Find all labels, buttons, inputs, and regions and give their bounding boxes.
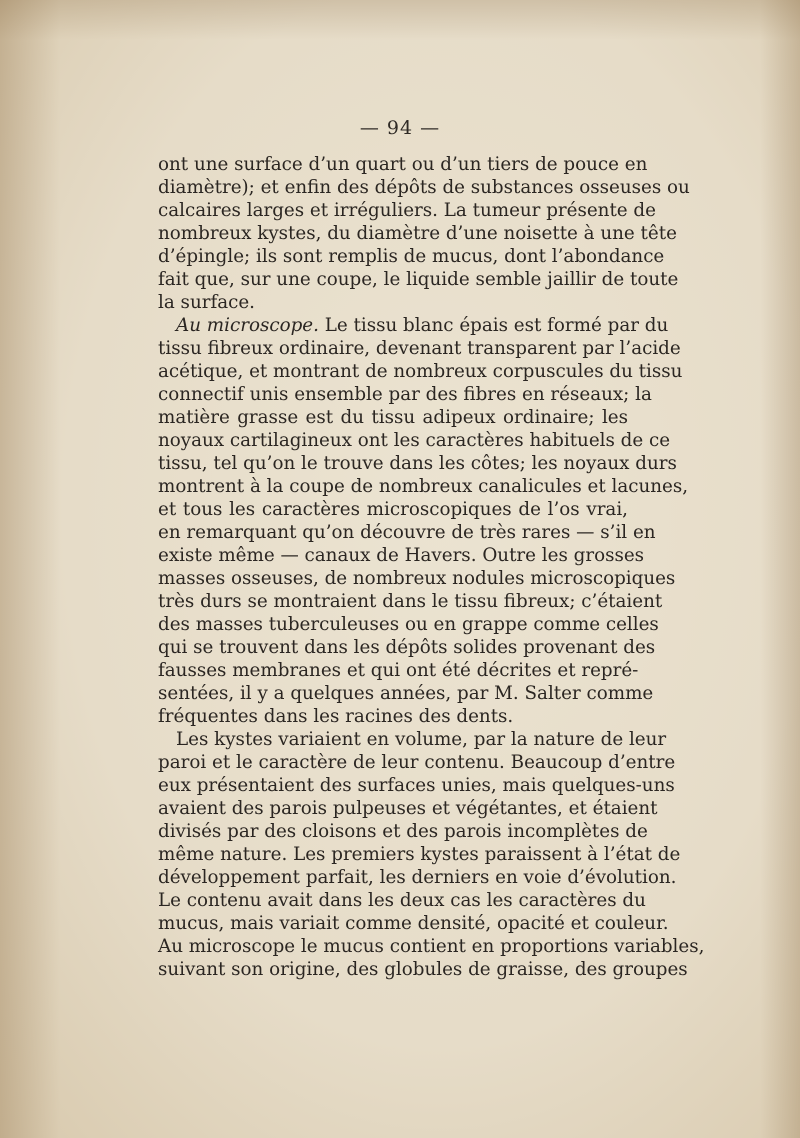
page-edge-shadow-left bbox=[0, 0, 60, 1138]
text-line: calcaires larges et irréguliers. La tumeur présente de bbox=[158, 200, 656, 221]
text-line: montrent à la coupe de nombreux canalicules et lacunes, bbox=[158, 476, 689, 497]
text-line: d’épingle; ils sont remplis de mucus, dont l’abondance bbox=[158, 246, 665, 267]
text-line: eux présentaient des surfaces unies, mais quelques-uns bbox=[158, 775, 675, 796]
text-line: ont une surface d’un quart ou d’un tiers de pouce en bbox=[158, 154, 648, 175]
text-line-with-heading bbox=[158, 314, 669, 337]
text-line: existe même — canaux de Havers. Outre les grosses bbox=[158, 545, 645, 566]
text-line: mucus, mais variait comme densité, opacité et couleur. bbox=[158, 913, 669, 934]
page-edge-shadow-top bbox=[0, 0, 800, 40]
text-line: Les kystes variaient en volume, par la nature de leur bbox=[176, 729, 667, 750]
text-line: tissu, tel qu’on le trouve dans les côtes; les noyaux durs bbox=[158, 453, 677, 474]
text-line: qui se trouvent dans les dépôts solides provenant des bbox=[158, 637, 656, 658]
inline-heading: Au microscope. bbox=[176, 315, 319, 336]
text-line: très durs se montraient dans le tissu fibreux; c’étaient bbox=[158, 591, 663, 612]
text-line: acétique, et montrant de nombreux corpuscules du tissu bbox=[158, 361, 683, 382]
text-line: matière grasse est du tissu adipeux ordinaire; les bbox=[158, 407, 628, 428]
text-line: fausses membranes et qui ont été décrites et repré- bbox=[158, 660, 639, 681]
text-line: divisés par des cloisons et des parois incomplètes de bbox=[158, 821, 648, 842]
text-line: connectif unis ensemble par des fibres en réseaux; la bbox=[158, 384, 652, 405]
page-number: — 94 — bbox=[359, 117, 441, 139]
text-line: Au microscope le mucus contient en proportions variables, bbox=[158, 936, 705, 957]
text-line: en remarquant qu’on découvre de très rares — s’il en bbox=[158, 522, 656, 543]
text-line: noyaux cartilagineux ont les caractères habituels de ce bbox=[158, 430, 671, 451]
text-line: Le contenu avait dans les deux cas les caractères du bbox=[158, 890, 646, 911]
page-edge-shadow-right bbox=[760, 0, 800, 1138]
body-text bbox=[158, 153, 705, 981]
text-line: diamètre); et enfin des dépôts de substances osseuses ou bbox=[158, 177, 690, 198]
text-line: des masses tuberculeuses ou en grappe comme celles bbox=[158, 614, 659, 635]
text-line: paroi et le caractère de leur contenu. Beaucoup d’entre bbox=[158, 752, 676, 773]
text-line: et tous les caractères microscopiques de l’os vrai, bbox=[158, 499, 628, 520]
text-line: suivant son origine, des globules de graisse, des groupes bbox=[158, 959, 688, 980]
text-line: avaient des parois pulpeuses et végétantes, et étaient bbox=[158, 798, 658, 819]
text-line: sentées, il y a quelques années, par M. Salter comme bbox=[158, 683, 654, 704]
text-line: la surface. bbox=[158, 292, 255, 313]
text-line: fréquentes dans les racines des dents. bbox=[158, 706, 514, 727]
text-line: masses osseuses, de nombreux nodules microscopiques bbox=[158, 568, 676, 589]
text-line: tissu fibreux ordinaire, devenant transparent par l’acide bbox=[158, 338, 681, 359]
text-fragment: Le tissu blanc épais est formé par du bbox=[318, 315, 669, 336]
text-line: développement parfait, les derniers en voie d’évolution. bbox=[158, 867, 677, 888]
text-line: même nature. Les premiers kystes paraissent à l’état de bbox=[158, 844, 681, 865]
text-line: nombreux kystes, du diamètre d’une noisette à une tête bbox=[158, 223, 677, 244]
text-line: fait que, sur une coupe, le liquide semble jaillir de toute bbox=[158, 269, 679, 290]
